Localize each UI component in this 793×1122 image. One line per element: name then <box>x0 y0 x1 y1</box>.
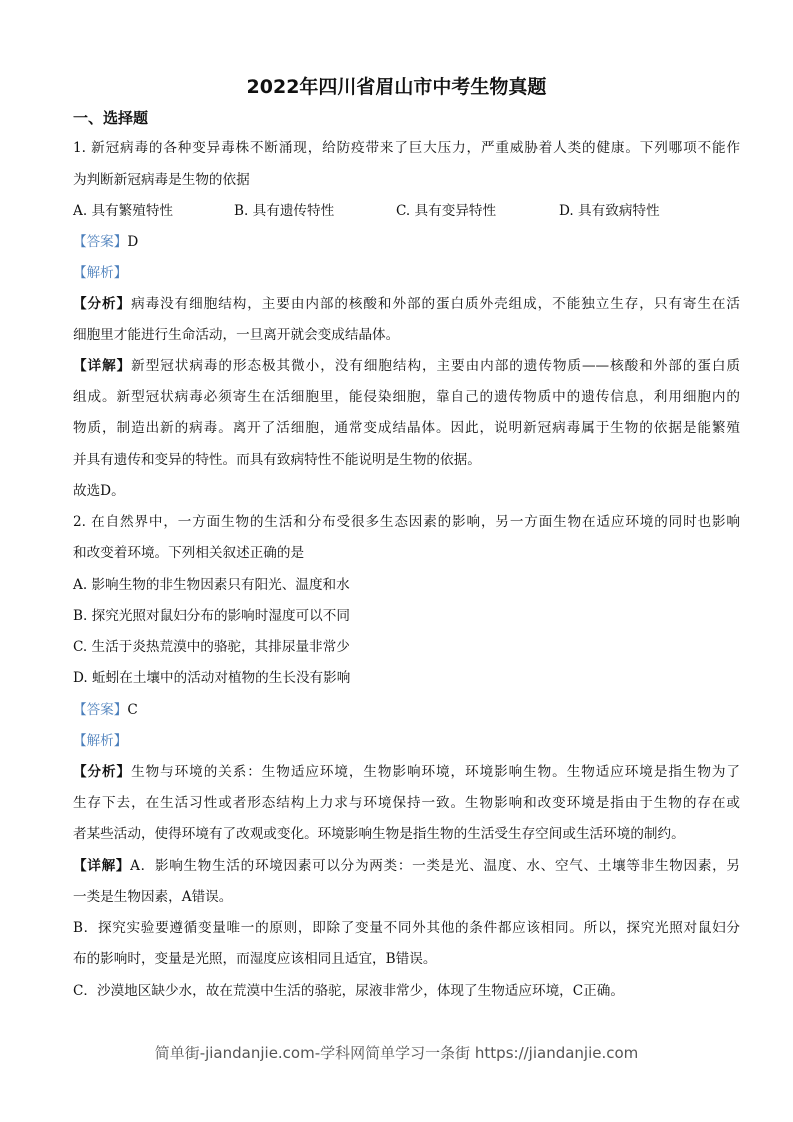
q2-fenxi-line: 生存下去，在生活习性或者形态结构上力求与环境保持一致。生物影响和改变环境是指由于生物的存在或 <box>73 795 740 811</box>
xiangjie-label: 【详解】 <box>73 358 132 374</box>
answer-value: D <box>127 234 139 250</box>
page-title: 2022年四川省眉山市中考生物真题 <box>246 76 547 98</box>
q2-xiangjie-line: C．沙漠地区缺少水，故在荒漠中生活的骆驼，尿液非常少，体现了生物适应环境，C正确。 <box>73 983 624 999</box>
q1-option-a: A. 具有繁殖特性 <box>73 203 174 219</box>
xiangjie-label: 【详解】 <box>73 858 131 874</box>
q1-analysis-label: 【解析】 <box>73 265 128 281</box>
q2-option-a: A. 影响生物的非生物因素只有阳光、温度和水 <box>73 577 350 593</box>
fenxi-label: 【分析】 <box>73 296 132 312</box>
q2-xiangjie-line: B．探究实验要遵循变量唯一的原则，即除了变量不同外其他的条件都应该相同。所以，探究光照对鼠妇分 <box>73 920 740 936</box>
q1-option-b: B. 具有遗传特性 <box>234 203 335 219</box>
fenxi-label: 【分析】 <box>73 764 132 780</box>
answer-value: C <box>127 702 138 718</box>
q1-stem-line: 1. 新冠病毒的各种变异毒株不断涌现，给防疫带来了巨大压力，严重威胁着人类的健康。下列哪项不能作 <box>73 140 740 156</box>
xiangjie-text: A．影响生物生活的环境因素可以分为两类：一类是光、温度、水、空气、土壤等非生物因素，另 <box>130 858 740 874</box>
answer-label: 【答案】 <box>73 702 128 718</box>
fenxi-text: 病毒没有细胞结构，主要由内部的核酸和外部的蛋白质外壳组成，不能独立生存，只有寄生在活 <box>131 296 741 312</box>
q1-option-c: C. 具有变异特性 <box>396 203 497 219</box>
section-heading: 一、选择题 <box>73 109 149 127</box>
footer-watermark: 简单街-jiandanjie.com-学科网简单学习一条街 https://jiandanjie.com <box>154 1044 639 1062</box>
q2-analysis-label: 【解析】 <box>73 733 128 749</box>
q2-fenxi-line <box>73 762 740 782</box>
q1-answer <box>73 232 740 252</box>
q2-stem-line: 和改变着环境。下列相关叙述正确的是 <box>73 545 305 561</box>
fenxi-text: 生物与环境的关系：生物适应环境，生物影响环境，环境影响生物。生物适应环境是指生物为了 <box>131 764 741 780</box>
xiangjie-text: 新型冠状病毒的形态极其微小，没有细胞结构，主要由内部的遗传物质——核酸和外部的蛋白质 <box>131 358 741 374</box>
q2-answer <box>73 700 740 720</box>
q1-fenxi-line: 细胞里才能进行生命活动，一旦离开就会变成结晶体。 <box>73 327 400 343</box>
q2-option-d: D. 蚯蚓在土壤中的活动对植物的生长没有影响 <box>73 670 351 686</box>
q1-stem-line: 为判断新冠病毒是生物的依据 <box>73 172 250 188</box>
q1-option-d: D. 具有致病特性 <box>559 203 660 219</box>
q2-fenxi-line: 者某些活动，使得环境有了改观或变化。环境影响生物是指生物的生活受生存空间或生活环境的制约。 <box>73 826 685 842</box>
q1-xiangjie-line <box>73 356 740 376</box>
q2-option-c: C. 生活于炎热荒漠中的骆驼，其排尿量非常少 <box>73 639 350 655</box>
q2-xiangjie-line: 布的影响时，变量是光照，而湿度应该相同且适宜，B错误。 <box>73 951 437 967</box>
q1-conclusion: 故选D。 <box>73 483 125 499</box>
q2-xiangjie-line <box>73 856 740 876</box>
q1-xiangjie-line: 并具有遗传和变异的特性。而具有致病特性不能说明是生物的依据。 <box>73 452 481 468</box>
q1-xiangjie-line: 物质，制造出新的病毒。离开了活细胞，通常变成结晶体。因此，说明新冠病毒属于生物的依据是能繁殖 <box>73 420 740 436</box>
q2-option-b: B. 探究光照对鼠妇分布的影响时湿度可以不同 <box>73 608 350 624</box>
q1-xiangjie-line: 组成。新型冠状病毒必须寄生在活细胞里，能侵染细胞，靠自己的遗传物质中的遗传信息，利用细胞内的 <box>73 389 740 405</box>
q1-fenxi-line <box>73 294 740 314</box>
answer-label: 【答案】 <box>73 234 128 250</box>
q2-stem-line: 2. 在自然界中，一方面生物的生活和分布受很多生态因素的影响，另一方面生物在适应环境的同时也影响 <box>73 514 740 530</box>
q2-xiangjie-line: 一类是生物因素，A错误。 <box>73 889 233 905</box>
